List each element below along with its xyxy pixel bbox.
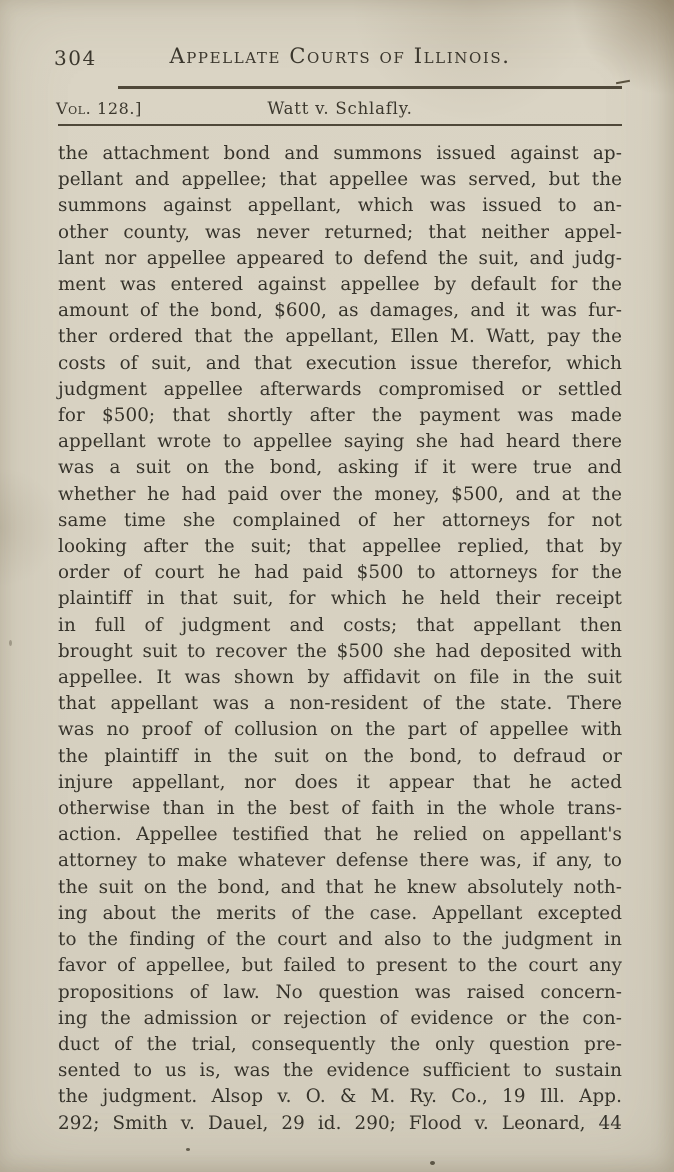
- volume-label: Vol. 128.]: [56, 99, 142, 118]
- page-number: 304: [54, 46, 97, 70]
- body-line: in full of judgment and costs; that appellant then: [58, 614, 622, 636]
- body-line: injure appellant, nor does it appear that he acted: [58, 771, 622, 793]
- body-line: propositions of law. No question was raised concern-: [58, 981, 622, 1003]
- body-line: attorney to make whatever defense there was, if any, to: [58, 850, 622, 872]
- running-header: [54, 44, 622, 71]
- body-line: costs of suit, and that execution issue therefor, which: [58, 352, 622, 374]
- page-content: [54, 44, 622, 1137]
- body-line: favor of appellee, but failed to present to the court any: [58, 955, 622, 977]
- body-line: whether he had paid over the money, $500, and at the: [58, 483, 622, 505]
- body-line: otherwise than in the best of faith in the whole trans-: [58, 798, 622, 820]
- body-line: was no proof of collusion on the part of appellee with: [58, 719, 622, 741]
- ink-speck: [186, 1148, 190, 1151]
- body-line: duct of the trial, consequently the only question pre-: [58, 1033, 622, 1055]
- scan-artifact-dash: [616, 80, 630, 84]
- body-line: ment was entered against appellee by default for the: [58, 274, 622, 296]
- body-line: sented to us is, was the evidence sufficient to sustain: [58, 1060, 622, 1082]
- running-title: Appellate Courts of Illinois.: [169, 44, 511, 68]
- body-line: order of court he had paid $500 to attorneys for the: [58, 562, 622, 584]
- body-line: that appellant was a non-resident of the state. There: [58, 693, 622, 715]
- body-line: pellant and appellee; that appellee was served, but the: [58, 169, 622, 191]
- body-line: brought suit to recover the $500 she had deposited with: [58, 640, 622, 662]
- header-rule: [118, 86, 622, 89]
- body-line: the plaintiff in the suit on the bond, to defraud or: [58, 745, 622, 767]
- ink-speck: [430, 1161, 435, 1165]
- body-line: 292; Smith v. Dauel, 29 id. 290; Flood v. Leonard, 44: [58, 1112, 622, 1134]
- body-line: summons against appellant, which was issued to an-: [58, 195, 622, 217]
- body-line: to the finding of the court and also to the judgment in: [58, 929, 622, 951]
- body-line: action. Appellee testified that he relied on appellant's: [58, 824, 622, 846]
- body-line: for $500; that shortly after the payment was made: [58, 405, 622, 427]
- body-line: was a suit on the bond, asking if it were true and: [58, 457, 622, 479]
- body-line: appellee. It was shown by affidavit on file in the suit: [58, 667, 622, 689]
- ink-speck: [9, 640, 12, 646]
- case-header-rule: [58, 124, 622, 126]
- body-line: same time she complained of her attorneys for not: [58, 509, 622, 531]
- body-line: ing the admission or rejection of evidence or the con-: [58, 1007, 622, 1029]
- body-line: amount of the bond, $600, as damages, and it was fur-: [58, 300, 622, 322]
- body-line: ther ordered that the appellant, Ellen M. Watt, pay the: [58, 326, 622, 348]
- body-line: appellant wrote to appellee saying she had heard there: [58, 431, 622, 453]
- body-line: the attachment bond and summons issued against ap-: [58, 143, 622, 164]
- body-text: [58, 141, 622, 1137]
- case-header: [58, 96, 622, 119]
- case-title: Watt v. Schlafly.: [267, 99, 413, 118]
- body-line: the suit on the bond, and that he knew absolutely noth-: [58, 876, 622, 898]
- body-line: other county, was never returned; that neither appel-: [58, 221, 622, 243]
- body-line: looking after the suit; that appellee replied, that by: [58, 536, 622, 558]
- body-line: plaintiff in that suit, for which he held their receipt: [58, 588, 622, 610]
- body-line: judgment appellee afterwards compromised or settled: [58, 378, 622, 400]
- body-line: the judgment. Alsop v. O. & M. Ry. Co., 19 Ill. App.: [58, 1086, 622, 1108]
- body-line: lant nor appellee appeared to defend the suit, and judg-: [58, 247, 622, 269]
- body-line: ing about the merits of the case. Appellant excepted: [58, 902, 622, 924]
